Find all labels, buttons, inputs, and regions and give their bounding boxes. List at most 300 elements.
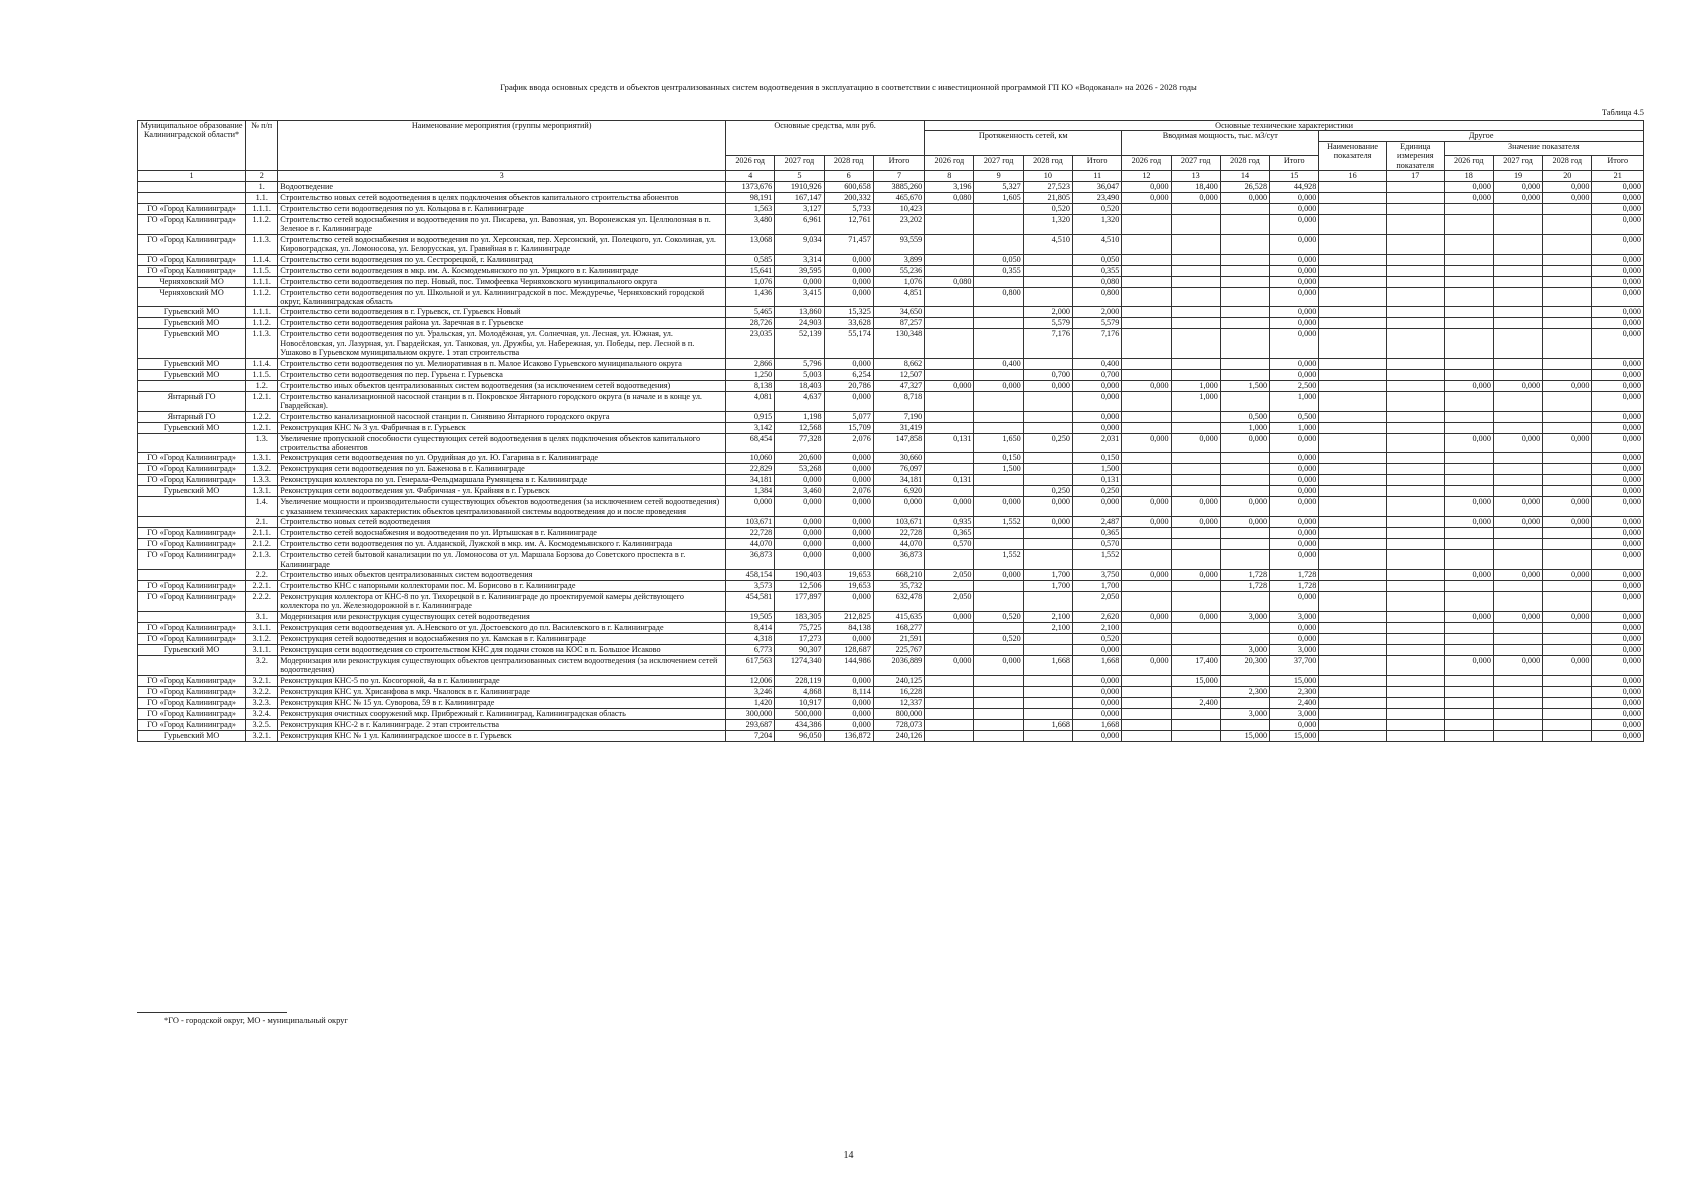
value-cell: [1319, 486, 1386, 497]
value-cell: [1122, 329, 1171, 358]
value-cell: 20,600: [775, 453, 824, 464]
column-number: 1: [138, 171, 246, 182]
column-number: 13: [1171, 171, 1220, 182]
table-body: [138, 171, 1644, 742]
municipality-cell: ГО «Город Калининград»: [138, 708, 246, 719]
value-cell: [1444, 358, 1493, 369]
value-cell: 1,563: [726, 204, 775, 215]
value-cell: 0,000: [1592, 287, 1644, 307]
value-cell: [1444, 422, 1493, 433]
table-row: [138, 391, 1644, 411]
value-cell: 1,384: [726, 486, 775, 497]
value-cell: 3,000: [1270, 644, 1319, 655]
value-cell: 0,000: [1073, 411, 1122, 422]
value-cell: [1386, 475, 1444, 486]
value-cell: [1543, 675, 1592, 686]
value-cell: [1386, 708, 1444, 719]
value-cell: 0,000: [1220, 193, 1269, 204]
name-cell: Строительство КНС с напорными коллекторами пос. М. Борисово в г. Калининграде: [278, 580, 726, 591]
value-cell: [1319, 380, 1386, 391]
table-row: [138, 453, 1644, 464]
value-cell: 3,196: [925, 182, 974, 193]
value-cell: 0,000: [1270, 287, 1319, 307]
value-cell: [1386, 655, 1444, 675]
value-cell: 28,726: [726, 318, 775, 329]
value-cell: [925, 411, 974, 422]
value-cell: [1444, 204, 1493, 215]
column-number: 14: [1220, 171, 1269, 182]
value-cell: 0,000: [1270, 486, 1319, 497]
value-cell: 0,000: [1122, 569, 1171, 580]
value-cell: 0,000: [1592, 675, 1644, 686]
value-cell: [1493, 539, 1542, 550]
value-cell: [1543, 307, 1592, 318]
value-cell: [925, 730, 974, 741]
value-cell: [1122, 464, 1171, 475]
value-cell: 0,000: [1592, 730, 1644, 741]
value-cell: 84,138: [824, 622, 873, 633]
value-cell: 7,176: [1023, 329, 1072, 358]
value-cell: [974, 411, 1023, 422]
value-cell: 75,725: [775, 622, 824, 633]
value-cell: [1023, 686, 1072, 697]
value-cell: [1171, 307, 1220, 318]
value-cell: [1220, 528, 1269, 539]
value-cell: [925, 215, 974, 235]
value-cell: 0,365: [925, 528, 974, 539]
value-cell: 168,277: [873, 622, 924, 633]
value-cell: [1493, 411, 1542, 422]
number-cell: 1.2.2.: [246, 411, 278, 422]
value-cell: [1122, 644, 1171, 655]
value-cell: 1,728: [1270, 580, 1319, 591]
municipality-cell: [138, 380, 246, 391]
value-cell: [1386, 215, 1444, 235]
table-row: [138, 528, 1644, 539]
name-cell: Строительство иных объектов централизованных систем водоотведения (за исключением сетей водоотведения): [278, 380, 726, 391]
value-cell: [1122, 730, 1171, 741]
value-cell: [1493, 633, 1542, 644]
value-cell: [1543, 580, 1592, 591]
name-cell: Строительство сетей водоснабжения и водоотведения по ул. Писарева, ул. Вавозная, ул. Воронежская ул. Целлюлозная в п. Зеленое в г. Калининграде: [278, 215, 726, 235]
value-cell: 2,620: [1073, 611, 1122, 622]
number-cell: 3.2.: [246, 655, 278, 675]
value-cell: 0,000: [1270, 633, 1319, 644]
header-tech: Основные технические характеристики: [925, 121, 1644, 131]
value-cell: 0,000: [775, 497, 824, 517]
value-cell: [1444, 254, 1493, 265]
name-cell: Строительство сети водоотведения по ул. Школьной и ул. Калининградской в пос. Междуречье, Черняховский городской округ, Калининградская область: [278, 287, 726, 307]
number-cell: 1.1.1.: [246, 307, 278, 318]
name-cell: Строительство иных объектов централизованных систем водоотведения: [278, 569, 726, 580]
number-cell: 2.2.2.: [246, 591, 278, 611]
value-cell: [1023, 464, 1072, 475]
value-cell: [1122, 539, 1171, 550]
value-cell: 0,000: [1493, 569, 1542, 580]
value-cell: [1444, 215, 1493, 235]
table-row: [138, 730, 1644, 741]
value-cell: 2,400: [1270, 697, 1319, 708]
value-cell: 7,204: [726, 730, 775, 741]
value-cell: [1444, 686, 1493, 697]
value-cell: 0,000: [824, 539, 873, 550]
value-cell: [1220, 633, 1269, 644]
number-cell: 1.1.2.: [246, 287, 278, 307]
value-cell: 47,327: [873, 380, 924, 391]
value-cell: 55,236: [873, 265, 924, 276]
header-year: 2027 год: [775, 156, 824, 171]
value-cell: 0,000: [1592, 550, 1644, 570]
table-row: [138, 265, 1644, 276]
value-cell: 2,300: [1220, 686, 1269, 697]
value-cell: 1,650: [974, 433, 1023, 453]
table-row: [138, 719, 1644, 730]
value-cell: [1493, 719, 1542, 730]
name-cell: Реконструкция КНС-2 в г. Калининграде. 2 этап строительства: [278, 719, 726, 730]
value-cell: [1493, 215, 1542, 235]
table-row: [138, 422, 1644, 433]
value-cell: 90,307: [775, 644, 824, 655]
value-cell: 15,325: [824, 307, 873, 318]
value-cell: 0,000: [1270, 265, 1319, 276]
value-cell: 0,000: [1444, 655, 1493, 675]
value-cell: 0,000: [1592, 215, 1644, 235]
value-cell: [1543, 550, 1592, 570]
value-cell: 1,605: [974, 193, 1023, 204]
value-cell: 0,000: [1592, 182, 1644, 193]
value-cell: 20,300: [1220, 655, 1269, 675]
value-cell: [925, 633, 974, 644]
value-cell: 1373,676: [726, 182, 775, 193]
value-cell: 5,796: [775, 358, 824, 369]
value-cell: 0,000: [1270, 622, 1319, 633]
header-year: 2028 год: [824, 156, 873, 171]
value-cell: [1122, 580, 1171, 591]
value-cell: 0,000: [824, 633, 873, 644]
value-cell: [1319, 644, 1386, 655]
value-cell: [1220, 254, 1269, 265]
table-row: [138, 380, 1644, 391]
value-cell: 0,000: [1592, 265, 1644, 276]
value-cell: [1319, 517, 1386, 528]
value-cell: 0,000: [1073, 686, 1122, 697]
value-cell: [1386, 686, 1444, 697]
value-cell: [1444, 730, 1493, 741]
name-cell: Реконструкция КНС № 3 ул. Фабричная в г. Гурьевск: [278, 422, 726, 433]
value-cell: 4,081: [726, 391, 775, 411]
table-row: [138, 204, 1644, 215]
header-municipality: Муниципальное образование Калининградской области*: [138, 121, 246, 171]
value-cell: [974, 719, 1023, 730]
value-cell: [1171, 550, 1220, 570]
value-cell: [1122, 411, 1171, 422]
number-cell: 3.2.3.: [246, 697, 278, 708]
number-cell: 1.3.: [246, 433, 278, 453]
value-cell: 3,000: [1220, 611, 1269, 622]
value-cell: 1,076: [726, 276, 775, 287]
value-cell: [1171, 580, 1220, 591]
value-cell: [1543, 318, 1592, 329]
value-cell: 0,520: [1073, 204, 1122, 215]
name-cell: Строительство сетей бытовой канализации по ул. Ломоносова от ул. Маршала Борзова до Советского проспекта в г. Калининграде: [278, 550, 726, 570]
table-row: [138, 655, 1644, 675]
value-cell: [1122, 697, 1171, 708]
name-cell: Строительство канализационной насосной станции п. Синявино Янтарного городского округа: [278, 411, 726, 422]
value-cell: [1386, 644, 1444, 655]
header-total: Итого: [1073, 156, 1122, 171]
value-cell: 71,457: [824, 234, 873, 254]
value-cell: [1493, 358, 1542, 369]
value-cell: [925, 358, 974, 369]
value-cell: 2,100: [1023, 611, 1072, 622]
value-cell: 0,000: [1220, 433, 1269, 453]
value-cell: [1319, 182, 1386, 193]
header-total: Итого: [1592, 156, 1644, 171]
value-cell: 5,733: [824, 204, 873, 215]
value-cell: [1543, 697, 1592, 708]
value-cell: [1386, 276, 1444, 287]
value-cell: 0,000: [1543, 655, 1592, 675]
value-cell: [1386, 675, 1444, 686]
value-cell: [925, 422, 974, 433]
value-cell: [1493, 391, 1542, 411]
value-cell: 0,000: [1220, 517, 1269, 528]
value-cell: 19,653: [824, 569, 873, 580]
table-row: [138, 622, 1644, 633]
header-year: 2026 год: [1444, 156, 1493, 171]
value-cell: [1319, 550, 1386, 570]
municipality-cell: ГО «Город Калининград»: [138, 539, 246, 550]
value-cell: [1386, 517, 1444, 528]
value-cell: [1319, 497, 1386, 517]
header-assets: Основные средства, млн руб.: [726, 121, 925, 156]
value-cell: [974, 276, 1023, 287]
value-cell: 36,047: [1073, 182, 1122, 193]
value-cell: 2,050: [925, 591, 974, 611]
column-number: 12: [1122, 171, 1171, 182]
value-cell: 0,000: [1592, 254, 1644, 265]
value-cell: [1220, 204, 1269, 215]
value-cell: [1023, 644, 1072, 655]
value-cell: [1543, 391, 1592, 411]
value-cell: 0,700: [1073, 369, 1122, 380]
value-cell: 10,917: [775, 697, 824, 708]
value-cell: [974, 730, 1023, 741]
municipality-cell: Янтарный ГО: [138, 411, 246, 422]
value-cell: 34,650: [873, 307, 924, 318]
value-cell: [1023, 422, 1072, 433]
table-row: [138, 182, 1644, 193]
value-cell: [1444, 287, 1493, 307]
value-cell: 15,641: [726, 265, 775, 276]
value-cell: 0,000: [1122, 380, 1171, 391]
value-cell: 15,000: [1270, 730, 1319, 741]
value-cell: 0,000: [1592, 276, 1644, 287]
value-cell: 12,761: [824, 215, 873, 235]
value-cell: 0,000: [1122, 497, 1171, 517]
value-cell: [1122, 287, 1171, 307]
value-cell: 0,000: [1270, 719, 1319, 730]
value-cell: 0,000: [1122, 611, 1171, 622]
value-cell: 0,000: [1073, 391, 1122, 411]
value-cell: 0,800: [1073, 287, 1122, 307]
value-cell: 4,510: [1023, 234, 1072, 254]
value-cell: 0,000: [1543, 569, 1592, 580]
value-cell: 0,000: [824, 528, 873, 539]
value-cell: [1023, 528, 1072, 539]
value-cell: [1493, 475, 1542, 486]
value-cell: 0,000: [1270, 215, 1319, 235]
value-cell: [1319, 411, 1386, 422]
value-cell: [925, 644, 974, 655]
value-cell: [1319, 193, 1386, 204]
value-cell: 0,000: [1592, 708, 1644, 719]
value-cell: [1543, 453, 1592, 464]
value-cell: 8,114: [824, 686, 873, 697]
value-cell: [1493, 622, 1542, 633]
value-cell: 0,000: [1122, 517, 1171, 528]
value-cell: [925, 234, 974, 254]
value-cell: 0,000: [1592, 486, 1644, 497]
number-cell: 1.1.3.: [246, 329, 278, 358]
name-cell: Строительство сети водоотведения района ул. Заречная в г. Гурьевске: [278, 318, 726, 329]
value-cell: 0,700: [1023, 369, 1072, 380]
value-cell: [1386, 391, 1444, 411]
municipality-cell: ГО «Город Калининград»: [138, 550, 246, 570]
table-row: [138, 433, 1644, 453]
value-cell: 0,000: [925, 655, 974, 675]
value-cell: 1,436: [726, 287, 775, 307]
value-cell: 0,000: [1220, 497, 1269, 517]
value-cell: 0,000: [775, 517, 824, 528]
value-cell: [1220, 287, 1269, 307]
table-row: [138, 486, 1644, 497]
value-cell: [974, 697, 1023, 708]
value-cell: 8,414: [726, 622, 775, 633]
value-cell: 34,181: [873, 475, 924, 486]
number-cell: 1.3.1.: [246, 453, 278, 464]
name-cell: Строительство сети водоотведения в г. Гурьевск, ст. Гурьевск Новый: [278, 307, 726, 318]
number-cell: 2.2.1.: [246, 580, 278, 591]
value-cell: 9,034: [775, 234, 824, 254]
name-cell: Строительство сети водоотведения по пер. Гурьена г. Гурьевска: [278, 369, 726, 380]
municipality-cell: ГО «Город Калининград»: [138, 580, 246, 591]
name-cell: Реконструкция КНС-5 по ул. Косогорной, 4а в г. Калининграде: [278, 675, 726, 686]
value-cell: [1171, 276, 1220, 287]
column-number: 8: [925, 171, 974, 182]
value-cell: 3,127: [775, 204, 824, 215]
value-cell: [1543, 464, 1592, 475]
value-cell: [1386, 358, 1444, 369]
value-cell: 0,000: [1592, 358, 1644, 369]
value-cell: [1220, 265, 1269, 276]
header-year: 2028 год: [1220, 156, 1269, 171]
value-cell: [1319, 686, 1386, 697]
value-cell: 0,000: [1171, 611, 1220, 622]
value-cell: [1171, 633, 1220, 644]
value-cell: [1171, 486, 1220, 497]
table-row: [138, 708, 1644, 719]
header-year: 2027 год: [1171, 156, 1220, 171]
municipality-cell: ГО «Город Калининград»: [138, 697, 246, 708]
value-cell: [1493, 254, 1542, 265]
column-number: 19: [1493, 171, 1542, 182]
value-cell: 0,400: [1073, 358, 1122, 369]
header-unit: Единица измерения показателя: [1386, 141, 1444, 170]
number-cell: 2.2.: [246, 569, 278, 580]
value-cell: 0,000: [775, 475, 824, 486]
value-cell: 136,872: [824, 730, 873, 741]
value-cell: 17,273: [775, 633, 824, 644]
value-cell: 167,147: [775, 193, 824, 204]
value-cell: 4,510: [1073, 234, 1122, 254]
value-cell: 17,400: [1171, 655, 1220, 675]
value-cell: 2,100: [1073, 622, 1122, 633]
value-cell: 0,000: [1122, 182, 1171, 193]
name-cell: Строительство новых сетей водоотведения в целях подключения объектов капитального строительства абонентов: [278, 193, 726, 204]
value-cell: 1,000: [1220, 422, 1269, 433]
value-cell: [925, 204, 974, 215]
value-cell: [974, 234, 1023, 254]
value-cell: [1319, 611, 1386, 622]
table-row: [138, 633, 1644, 644]
value-cell: 5,579: [1073, 318, 1122, 329]
value-cell: [1023, 287, 1072, 307]
name-cell: Увеличение мощности и производительности существующих объектов водоотведения (за исключением сетей водоотведения) с указанием технических характеристик объектов централизованной системы водоотведения до и после проведения: [278, 497, 726, 517]
value-cell: 0,000: [1543, 380, 1592, 391]
value-cell: [1543, 254, 1592, 265]
value-cell: [1444, 329, 1493, 358]
value-cell: 228,119: [775, 675, 824, 686]
column-number: 2: [246, 171, 278, 182]
value-cell: [1493, 276, 1542, 287]
table-row: [138, 276, 1644, 287]
value-cell: 15,709: [824, 422, 873, 433]
value-cell: 0,000: [1073, 422, 1122, 433]
value-cell: 465,670: [873, 193, 924, 204]
value-cell: 1,500: [1073, 464, 1122, 475]
value-cell: [1023, 276, 1072, 287]
value-cell: [1493, 464, 1542, 475]
value-cell: [1171, 204, 1220, 215]
value-cell: 0,000: [1592, 697, 1644, 708]
value-cell: [925, 329, 974, 358]
number-cell: 1.1.: [246, 193, 278, 204]
value-cell: 68,454: [726, 433, 775, 453]
value-cell: 12,337: [873, 697, 924, 708]
table-row: [138, 611, 1644, 622]
value-cell: 7,176: [1073, 329, 1122, 358]
value-cell: 0,000: [1592, 719, 1644, 730]
value-cell: 0,000: [1543, 497, 1592, 517]
value-cell: 44,070: [726, 539, 775, 550]
value-cell: 0,000: [1073, 644, 1122, 655]
municipality-cell: [138, 517, 246, 528]
number-cell: 1.1.4.: [246, 358, 278, 369]
value-cell: [1023, 633, 1072, 644]
value-cell: [925, 580, 974, 591]
number-cell: 1.3.1.: [246, 486, 278, 497]
value-cell: [1444, 719, 1493, 730]
value-cell: 4,637: [775, 391, 824, 411]
value-cell: [1543, 730, 1592, 741]
value-cell: [974, 215, 1023, 235]
value-cell: 0,250: [1023, 486, 1072, 497]
value-cell: [1220, 591, 1269, 611]
value-cell: [1386, 182, 1444, 193]
value-cell: [1171, 708, 1220, 719]
value-cell: 8,138: [726, 380, 775, 391]
